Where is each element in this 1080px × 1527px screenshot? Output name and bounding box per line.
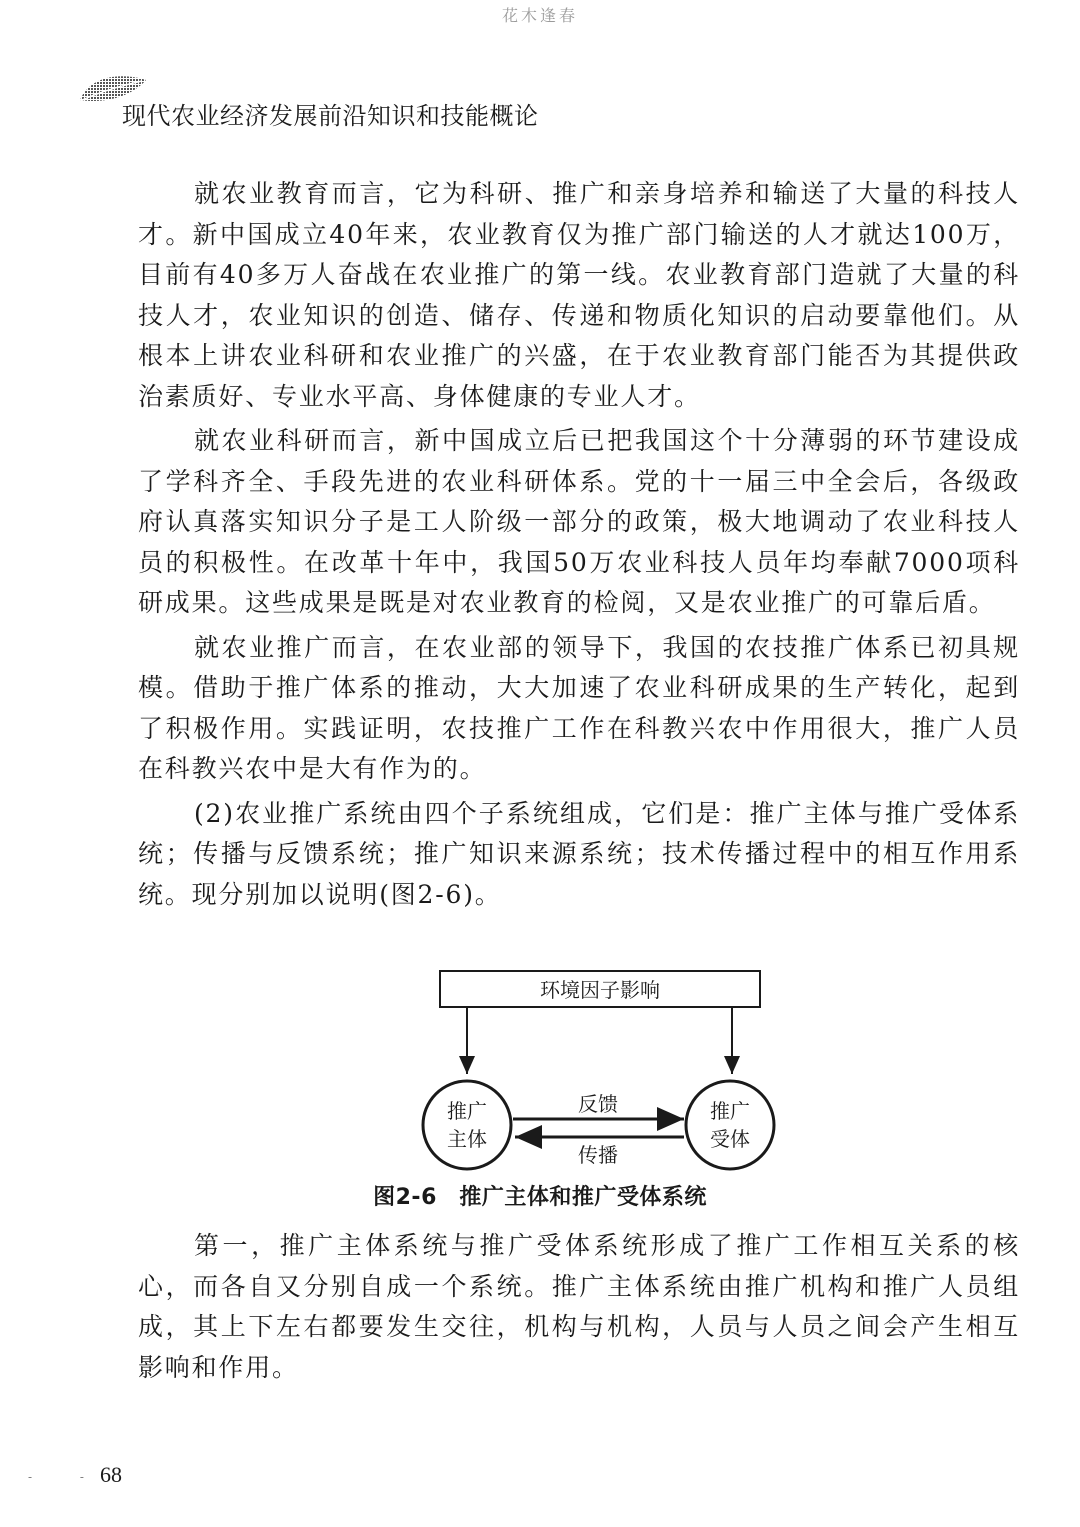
body-text-bottom xyxy=(138,1226,1020,1392)
promoter-label-line2: 主体 xyxy=(447,1127,487,1151)
page-number: 68 xyxy=(100,1462,122,1487)
dissemination-label: 传播 xyxy=(578,1143,618,1167)
recipient-circle xyxy=(686,1081,774,1169)
paragraph: (2)农业推广系统由四个子系统组成，它们是：推广主体与推广受体系统；传播与反馈系统；推广知识来源系统；技术传播过程中的相互作用系统。现分别加以说明(图2-6)。 xyxy=(138,798,1020,909)
recipient-label-line1: 推广 xyxy=(710,1099,750,1123)
paragraph: 就农业推广而言，在农业部的领导下，我国的农技推广体系已初具规模。借助于推广体系的推动，大大加速了农业科研成果的生产转化，起到了积极作用。实践证明，农技推广工作在科教兴农中作用很大，推广人员在科教兴农中是大有作为的。 xyxy=(138,632,1020,783)
environment-factor-label: 环境因子影响 xyxy=(540,978,660,1002)
corner-marks: - - xyxy=(28,1470,106,1484)
paragraph: 就农业教育而言，它为科研、推广和亲身培养和输送了大量的科技人才。新中国成立40年来，农业教育仅为推广部门输送的人才就达100万，目前有40多万人奋战在农业推广的第一线。农业教育部门造就了大量的科技人才，农业知识的创造、储存、传递和物质化知识的启动要靠他们。从根本上讲农业科研和农业推广的兴盛，在于农业教育部门能否为其提供政治素质好、专业水平高、身体健康的专业人才。 xyxy=(138,179,1020,411)
watermark-text: 花木逢春 xyxy=(501,6,578,25)
promoter-circle xyxy=(423,1081,511,1169)
paragraph: 第一，推广主体系统与推广受体系统形成了推广工作相互关系的核心，而各自又分别自成一个系统。推广主体系统由推广机构和推广人员组成，其上下左右都要发生交往，机构与机构，人员与人员之间会产生相互影响和作用。 xyxy=(138,1231,1020,1382)
figure-caption: 图2-6 推广主体和推广受体系统 xyxy=(373,1185,707,1210)
recipient-label-line2: 受体 xyxy=(710,1127,750,1151)
paragraph: 就农业科研而言，新中国成立后已把我国这个十分薄弱的环节建设成了学科齐全、手段先进的农业科研体系。党的十一届三中全会后，各级政府认真落实知识分子是工人阶级一部分的政策，极大地调动了农业科技人员的积极性。在改革十年中，我国50万农业科技人员年均奉献7000项科研成果。这些成果是既是对农业教育的检阅，又是农业推广的可靠后盾。 xyxy=(138,426,1020,617)
figure-2-6-diagram xyxy=(400,962,800,1176)
body-text-top xyxy=(138,174,1020,919)
promoter-label-line1: 推广 xyxy=(447,1099,487,1123)
feedback-label: 反馈 xyxy=(578,1092,618,1116)
running-header-title: 现代农业经济发展前沿知识和技能概论 xyxy=(122,102,539,130)
